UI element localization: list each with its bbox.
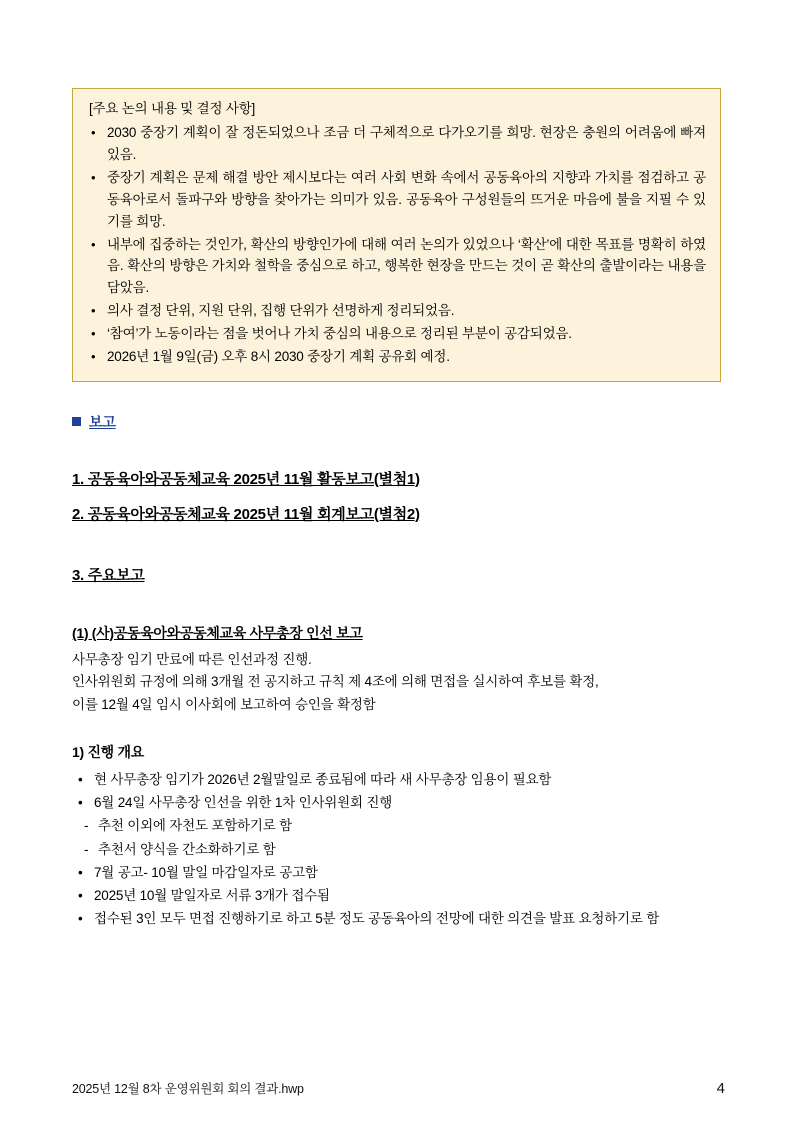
list-item: • 접수된 3인 모두 면접 진행하기로 하고 5분 정도 공동육아의 전망에 대한 의견을 발표 요청하기로 함 (72, 907, 721, 930)
paragraph: 사무총장 임기 만료에 따른 인선과정 진행. (72, 651, 312, 667)
progress-overview-list (72, 768, 721, 931)
paragraph: 이를 12월 4일 임시 이사회에 보고하여 승인을 확정함 (72, 696, 376, 712)
paragraph: 인사위원회 규정에 의해 3개월 전 공지하고 규칙 제 4조에 의해 면접을 실시하여 후보를 확정, (72, 674, 599, 690)
list-item: • 2030 중장기 계획이 잘 정돈되었으나 조금 더 구체적으로 다가오기를 희망. 현장은 충원의 어려움에 빠져 있음. (87, 122, 706, 166)
square-marker-icon (72, 417, 81, 426)
list-item: • 중장기 계획은 문제 해결 방안 제시보다는 여러 사회 변화 속에서 공동육아의 지향과 가치를 점검하고 공동육아로서 돌파구와 방향을 찾아가는 의미가 있음. 공동육아 구성원들의 뜨거운 마음에 불을 지필 수 있기를 희망. (87, 167, 706, 233)
list-item: - 추천 이외에 자천도 포함하기로 함 (72, 814, 721, 837)
report-line-2: 2. 공동육아와공동체교육 2025년 11월 회계보고(별첨2) (72, 505, 420, 523)
list-item: • 7월 공고- 10월 말일 마감일자로 공고함 (72, 861, 721, 884)
list-item: - 추천서 양식을 간소화하기로 함 (72, 838, 721, 861)
footer-page-number: 4 (716, 1080, 725, 1097)
callout-bullet-list (87, 122, 706, 367)
main-report-item-heading: (1) (사)공동육아와공동체교육 사무총장 인선 보고 (72, 624, 363, 641)
list-item: • 6월 24일 사무총장 인선을 위한 1차 인사위원회 진행 (72, 791, 721, 814)
list-item: • 2026년 1월 9일(금) 오후 8시 2030 중장기 계획 공유회 예정. (87, 346, 706, 368)
subsection-heading: 1) 진행 개요 (72, 743, 144, 760)
section-heading-label: 보고 (89, 413, 116, 430)
list-item: • 2025년 10월 말일자로 서류 3개가 접수됨 (72, 884, 721, 907)
page-footer (72, 1079, 725, 1097)
key-decisions-callout (72, 88, 721, 382)
section-heading-report (72, 412, 721, 432)
list-item: • ‘참여’가 노동이라는 점을 벗어나 가치 중심의 내용으로 정리된 부분이 공감되었음. (87, 323, 706, 345)
list-item: • 의사 결정 단위, 지원 단위, 집행 단위가 선명하게 정리되었음. (87, 300, 706, 322)
footer-filename: 2025년 12월 8차 운영위원회 회의 결과.hwp (72, 1082, 304, 1096)
report-line-1: 1. 공동육아와공동체교육 2025년 11월 활동보고(별첨1) (72, 470, 420, 488)
list-item: • 내부에 집중하는 것인가, 확산의 방향인가에 대해 여러 논의가 있었으나 ‘확산’에 대한 목표를 명확히 하였음. 확산의 방향은 가치와 철학을 중심으로 하고, 행복한 현장을 만드는 것이 곧 확산의 출발이라는 내용을 담았음. (87, 234, 706, 300)
main-report-heading: 3. 주요보고 (72, 566, 145, 584)
callout-title: [주요 논의 내용 및 결정 사항] (89, 101, 256, 116)
list-item: • 현 사무총장 임기가 2026년 2월말일로 종료됨에 따라 새 사무총장 임용이 필요함 (72, 768, 721, 791)
